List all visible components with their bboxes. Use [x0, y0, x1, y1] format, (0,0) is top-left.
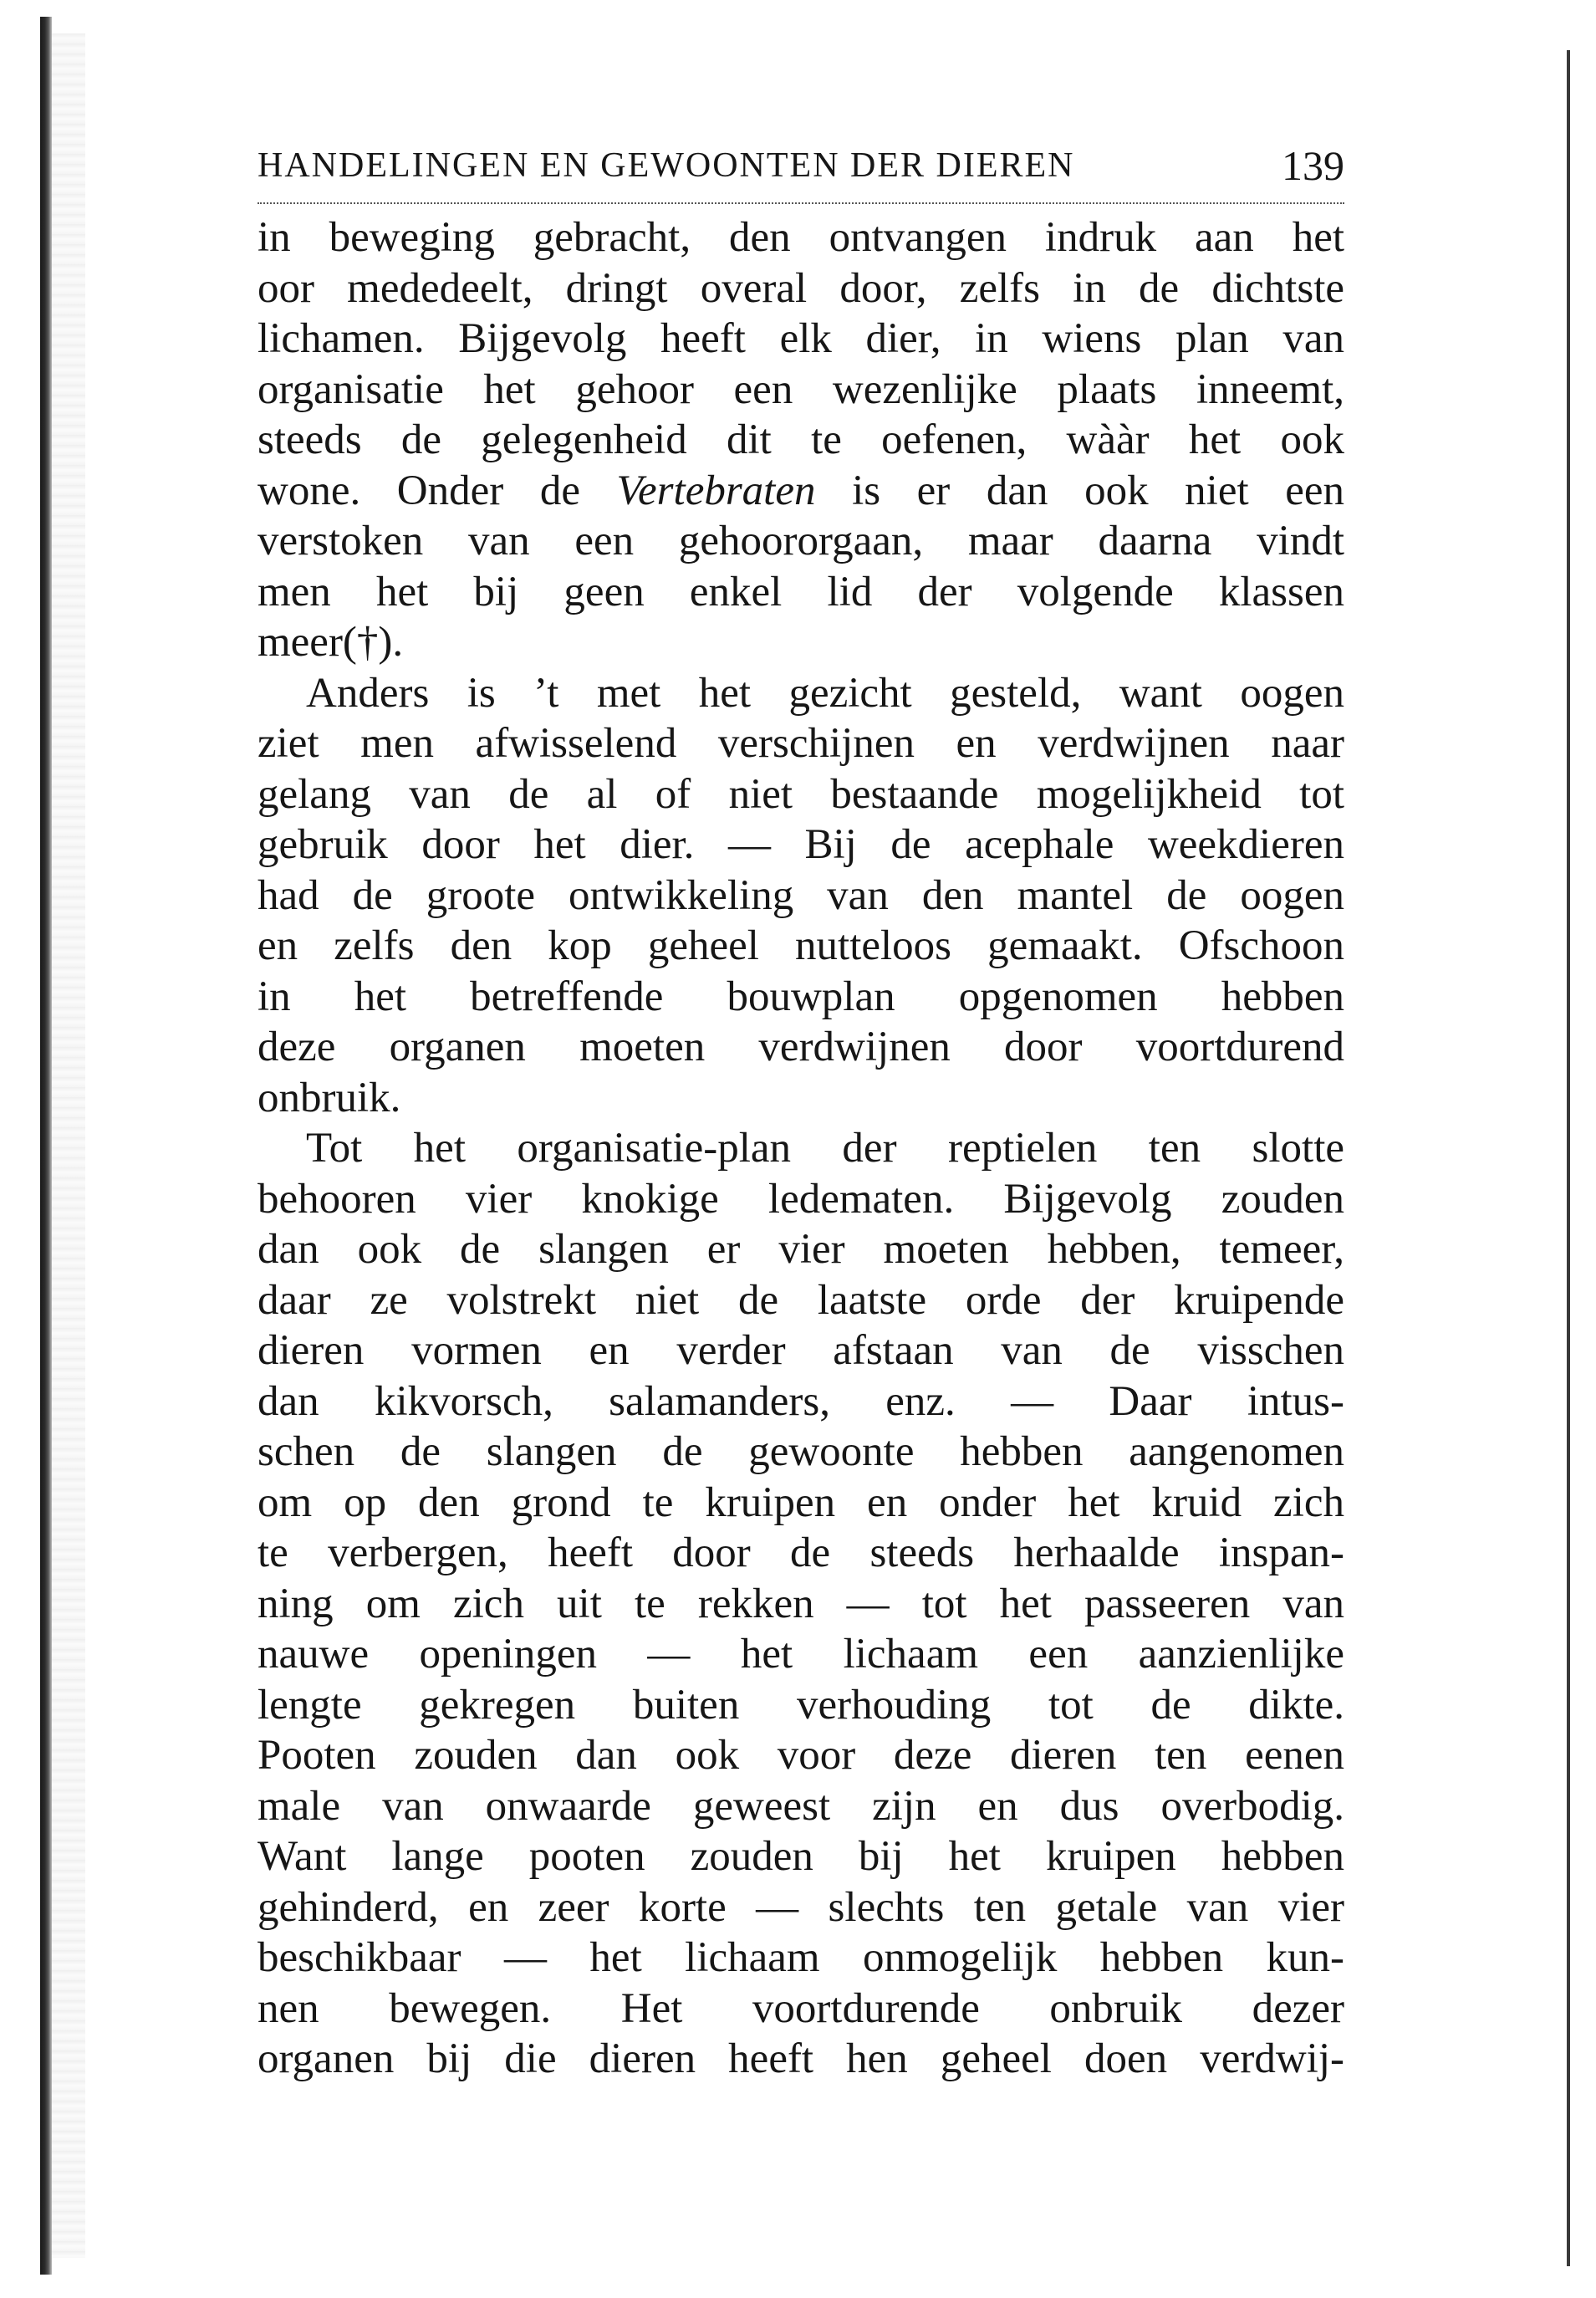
text-line: in beweging gebracht, den ontvangen indruk aan het — [258, 214, 1344, 261]
text-line: ning om zich uit te rekken — tot het passeeren van — [258, 1580, 1344, 1627]
text-line: Want lange pooten zouden bij het kruipen hebben — [258, 1833, 1344, 1880]
text-line: nauwe openingen — het lichaam een aanzienlijke — [258, 1631, 1344, 1678]
text-line: lichamen. Bijgevolg heeft elk dier, in wiens plan van — [258, 315, 1344, 362]
scan-gutter-shadow — [52, 33, 85, 2258]
text-line: gehinderd, en zeer korte — slechts ten getale van vier — [258, 1883, 1344, 1931]
text-line: meer(†). — [258, 619, 404, 666]
text-line: male van onwaarde geweest zijn en dus overbodig. — [258, 1782, 1344, 1830]
text-line: te verbergen, heeft door de steeds herhaalde inspan- — [258, 1529, 1344, 1576]
text-line — [258, 466, 1344, 517]
text-line: lengte gekregen buiten verhouding tot de dikte. — [258, 1681, 1344, 1729]
paragraph-2 — [258, 668, 1344, 1124]
text-line: beschikbaar — het lichaam onmogelijk hebben kun- — [258, 1934, 1344, 1981]
body-text — [258, 212, 1344, 2085]
text-line: in het betreffende bouwplan opgenomen hebben — [258, 973, 1344, 1020]
text-line: schen de slangen de gewoonte hebben aangenomen — [258, 1428, 1344, 1475]
text-line: had de groote ontwikkeling van den mantel de oogen — [258, 871, 1344, 919]
scan-left-edge — [40, 17, 52, 2275]
text-run: is er dan ook niet een — [815, 467, 1344, 514]
text-line: men het bij geen enkel lid der volgende klassen — [258, 568, 1344, 615]
text-line: organen bij die dieren heeft hen geheel doen verdwij- — [258, 2035, 1344, 2082]
paragraph-3 — [258, 1123, 1344, 2085]
text-line: deze organen moeten verdwijnen door voortdurend — [258, 1024, 1344, 1070]
text-line: en zelfs den kop geheel nutteloos gemaakt. Ofschoon — [258, 922, 1344, 969]
text-line: om op den grond te kruipen en onder het kruid zich — [258, 1478, 1344, 1526]
text-line: gebruik door het dier. — Bij de acephale weekdieren — [258, 821, 1344, 868]
text-line: dan kikvorsch, salamanders, enz. — Daar intus- — [258, 1377, 1344, 1425]
scan-right-edge — [1567, 50, 1570, 2266]
text-line: verstoken van een gehoororgaan, maar daarna vindt — [258, 518, 1344, 564]
text-line: daar ze volstrekt niet de laatste orde der kruipende — [258, 1276, 1344, 1324]
italic-term: Vertebraten — [616, 467, 816, 514]
text-line: dan ook de slangen er vier moeten hebben, temeer, — [258, 1226, 1344, 1273]
text-line: Pooten zouden dan ook voor deze dieren ten eenen — [258, 1732, 1344, 1779]
text-line: oor mededeelt, dringt overal door, zelfs in de dichtste — [258, 264, 1344, 312]
text-line: onbruik. — [258, 1074, 401, 1121]
text-line: gelang van de al of niet bestaande mogelijkheid tot — [258, 770, 1344, 818]
text-line: Anders is ’t met het gezicht gesteld, want oogen — [306, 669, 1344, 717]
text-line: ziet men afwisselend verschijnen en verdwijnen naar — [258, 720, 1344, 767]
book-page — [258, 142, 1344, 2085]
text-line: dieren vormen en verder afstaan van de visschen — [258, 1327, 1344, 1374]
running-head-title: HANDELINGEN EN GEWOONTEN DER DIEREN — [258, 146, 1075, 185]
page-number: 139 — [1282, 142, 1344, 189]
paragraph-1 — [258, 212, 1344, 668]
text-line: organisatie het gehoor een wezenlijke plaats inneemt, — [258, 365, 1344, 413]
text-line: behooren vier knokige ledematen. Bijgevolg zouden — [258, 1175, 1344, 1223]
text-run: wone. Onder de — [258, 467, 617, 514]
running-head — [258, 142, 1344, 204]
text-line: steeds de gelegenheid dit te oefenen, wààr het ook — [258, 416, 1344, 463]
text-line: Tot het organisatie-plan der reptielen ten slotte — [306, 1125, 1344, 1172]
text-line: nen bewegen. Het voortdurende onbruik dezer — [258, 1984, 1344, 2032]
